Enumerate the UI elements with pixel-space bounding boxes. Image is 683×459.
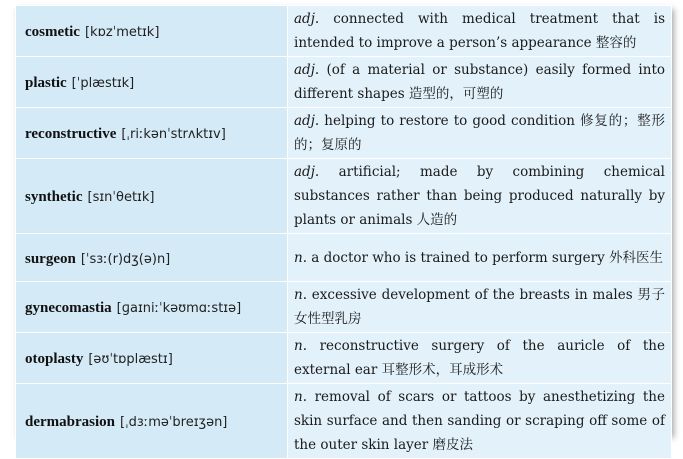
term-pronunciation: [ˌriːkənˈstrʌktɪv] [121, 127, 226, 142]
term-word: gynecomastia [25, 300, 112, 316]
term-cell [16, 57, 288, 108]
definition-cell [288, 234, 672, 282]
definition: . (of a material or substance) easily formed into different shapes 造型的，可塑的 [294, 62, 665, 102]
table-row [16, 384, 672, 459]
part-of-speech: adj [294, 113, 315, 129]
term-pronunciation: [ˈplæstɪk] [71, 76, 135, 91]
definition-text [294, 58, 665, 106]
definition-cell [288, 6, 672, 57]
table-row [16, 108, 672, 159]
definition-text [294, 334, 665, 382]
table-row [16, 57, 672, 108]
definition-text [294, 385, 665, 457]
definition-cell [288, 57, 672, 108]
term-word: reconstructive [25, 126, 117, 142]
term-cell [16, 234, 288, 282]
term-pronunciation: [kɒzˈmetɪk] [84, 25, 160, 40]
definition-text [294, 7, 665, 55]
definition: . excessive development of the breasts in males 男子女性型乳房 [294, 287, 665, 327]
definition: . helping to restore to good condition 修复的；整形的；复原的 [294, 113, 665, 153]
term-cell [16, 159, 288, 234]
table-row [16, 333, 672, 384]
glossary-table [15, 5, 672, 459]
part-of-speech: n [294, 249, 303, 266]
definition-text [294, 109, 665, 157]
term-cell [16, 6, 288, 57]
term-pronunciation: [ˈsɜː(r)dʒ(ə)n] [80, 251, 171, 267]
table-row [16, 6, 672, 57]
part-of-speech: n [294, 287, 303, 303]
definition-cell [288, 159, 672, 234]
term-pronunciation: [ˌdɜːməˈbreɪʒən] [120, 415, 228, 430]
definition: . a doctor who is trained to perform surgery 外科医生 [302, 249, 663, 266]
definition-cell [288, 108, 672, 159]
table-row [16, 159, 672, 234]
glossary-panel [15, 5, 671, 453]
definition: . reconstructive surgery of the auricle of the external ear 耳整形术，耳成形术 [294, 338, 665, 378]
part-of-speech: adj [294, 11, 315, 27]
term-cell [16, 282, 288, 333]
term-word: otoplasty [25, 351, 84, 367]
definition-text [294, 283, 665, 331]
definition-cell [288, 333, 672, 384]
part-of-speech: adj [294, 62, 315, 78]
term-word: surgeon [25, 250, 76, 267]
definition: . removal of scars or tattoos by anesthetizing the skin surface and then sanding or scraping off some of the outer skin layer 磨皮法 [294, 389, 665, 453]
term-cell [16, 333, 288, 384]
part-of-speech: n [294, 338, 303, 354]
part-of-speech: adj [294, 164, 315, 180]
part-of-speech: n [294, 389, 303, 405]
term-word: plastic [25, 75, 67, 91]
term-cell [16, 384, 288, 459]
definition: . artificial; made by combining chemical substances rather than being produced naturally by plants or animals 人造的 [294, 164, 665, 228]
definition-text [294, 160, 665, 232]
definition-text [294, 246, 665, 270]
term-pronunciation: [sɪnˈθetɪk] [87, 190, 155, 205]
table-row [16, 282, 672, 333]
definition: . connected with medical treatment that is intended to improve a person’s appearance 整容的 [294, 11, 665, 51]
term-word: cosmetic [25, 24, 80, 40]
term-pronunciation: [əʊˈtɒplæstɪ] [88, 352, 173, 367]
term-word: dermabrasion [25, 414, 115, 430]
term-word: synthetic [25, 189, 83, 205]
definition-cell [288, 282, 672, 333]
definition-cell [288, 384, 672, 459]
term-pronunciation: [ɡaɪniːˈkəʊmɑːstɪə] [116, 301, 242, 316]
table-row [16, 234, 672, 282]
term-cell [16, 108, 288, 159]
